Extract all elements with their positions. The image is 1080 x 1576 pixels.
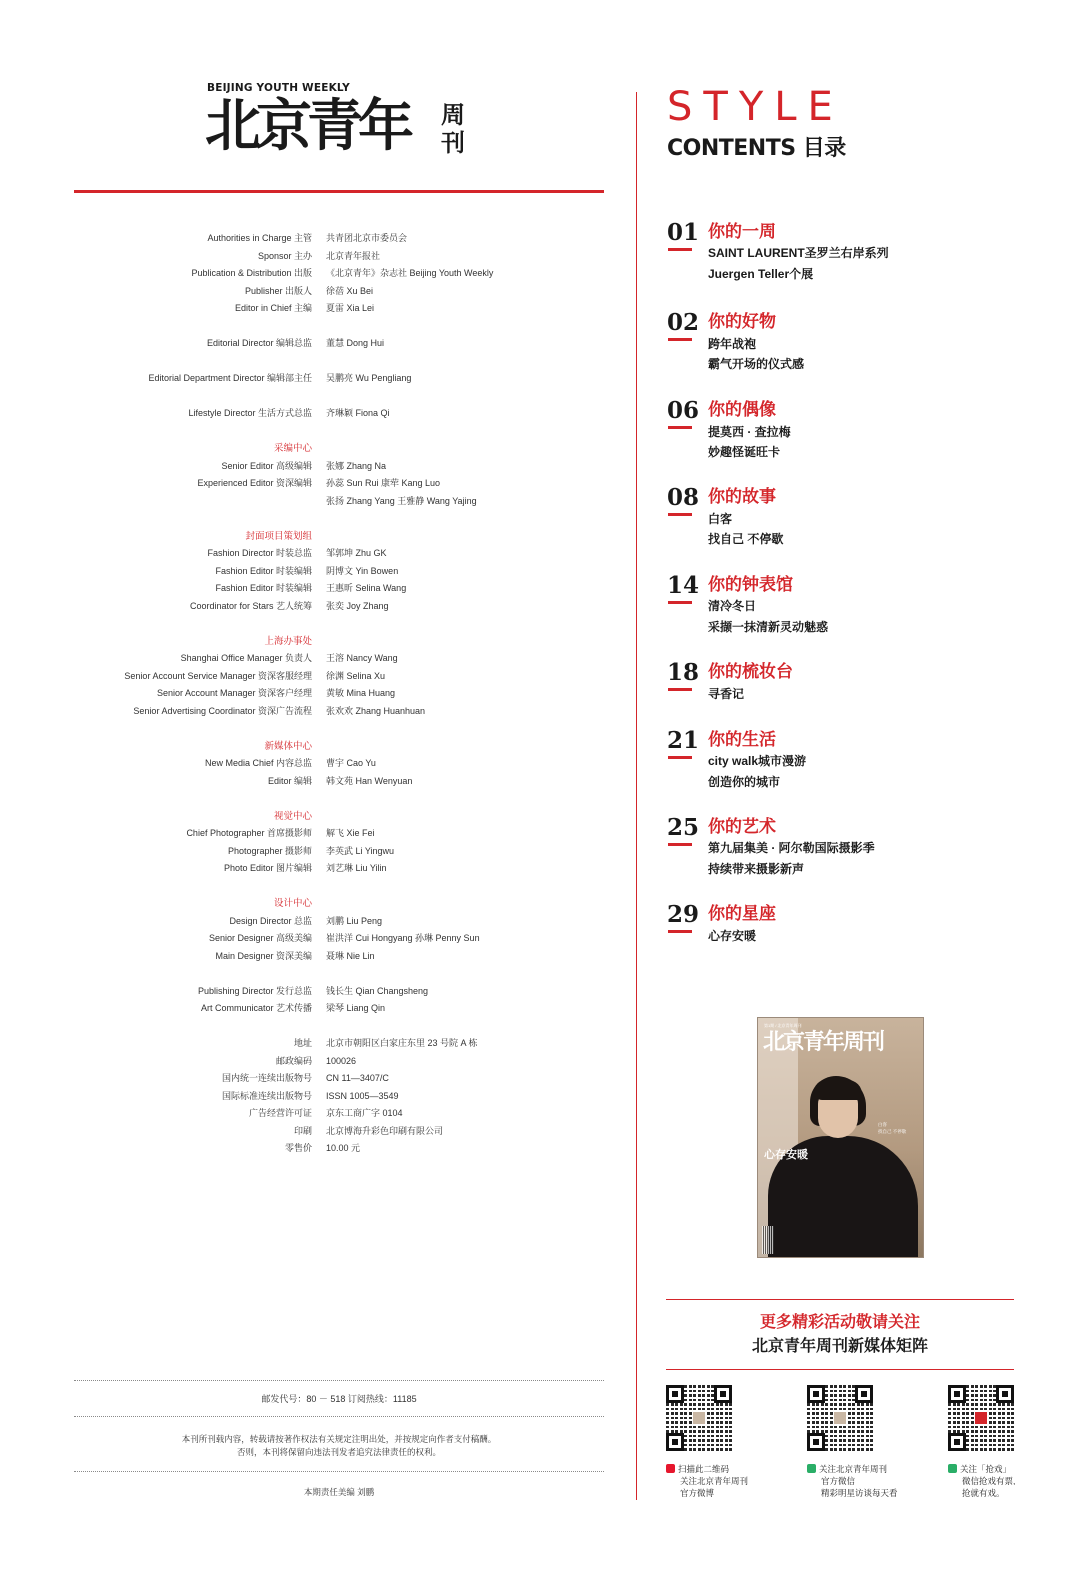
toc-page-number: 01	[667, 219, 700, 246]
qiangxi-qr-code[interactable]	[948, 1385, 1014, 1451]
staff-name: 崔洪洋 Cui Hongyang 孙琳 Penny Sun	[326, 933, 480, 943]
staff-row	[74, 300, 574, 318]
staff-role: Senior Editor 高级编辑	[221, 460, 312, 471]
staff-name: 阴博文 Yin Bowen	[326, 565, 399, 576]
staff-role: Editor in Chief 主编	[234, 303, 312, 313]
staff-name: 梁琴 Liang Qin	[326, 1003, 386, 1013]
info-row	[74, 1123, 574, 1141]
toc-subtitle: 心存安暖	[708, 929, 757, 943]
staff-name: 张欢欢 Zhang Huanhuan	[326, 705, 426, 716]
qr-caption	[948, 1463, 1015, 1499]
staff-row	[74, 930, 574, 948]
info-label: 国际标准连续出版物号	[221, 1090, 312, 1101]
qr-finder	[948, 1433, 966, 1451]
staff-row	[74, 598, 574, 616]
info-label: 零售价	[284, 1143, 312, 1153]
qr-caption-line: 扫描此二维码	[678, 1464, 730, 1474]
staff-role: Shanghai Office Manager 负责人	[180, 653, 312, 663]
staff-row	[74, 475, 574, 493]
toc-number-underline	[668, 756, 692, 759]
wechat-icon	[807, 1464, 816, 1473]
toc-number-underline	[668, 513, 692, 516]
cover-figure-fringe	[814, 1080, 862, 1100]
staff-role: Photographer 摄影师	[227, 845, 312, 856]
toc-subtitle: 创造你的城市	[708, 775, 781, 789]
staff-role: Publisher 出版人	[244, 285, 312, 296]
staff-row	[74, 755, 574, 773]
info-label: 国内统一连续出版物号	[221, 1073, 312, 1083]
staff-row	[74, 493, 574, 511]
staff-role: Senior Account Manager 资深客户经理	[156, 688, 312, 698]
toc-title: 你的钟表馆	[708, 575, 793, 594]
wechat-icon	[948, 1464, 957, 1473]
spacer	[74, 510, 574, 528]
staff-role: Experienced Editor 资深编辑	[197, 478, 312, 488]
staff-name: 《北京青年》杂志社 Beijing Youth Weekly	[326, 268, 494, 278]
toc-number-underline	[668, 843, 692, 846]
toc-subtitle: 找自己 不停歇	[708, 532, 784, 546]
column-divider	[636, 92, 637, 1500]
toc-title: 你的星座	[708, 904, 776, 923]
staff-role: Authorities in Charge 主管	[207, 233, 312, 243]
staff-row	[74, 703, 574, 721]
toc-number-underline	[668, 248, 692, 251]
toc-page-number: 14	[667, 572, 700, 599]
footer-divider	[74, 1380, 604, 1381]
toc-title: 你的好物	[708, 312, 776, 331]
qr-finder	[666, 1433, 684, 1451]
qr-caption	[807, 1463, 898, 1499]
staff-row	[74, 685, 574, 703]
staff-role: Sponsor 主办	[257, 250, 312, 261]
staff-role: Fashion Editor 时装编辑	[215, 565, 312, 576]
toc-title: 你的一周	[708, 222, 776, 241]
staff-role: New Media Chief 内容总监	[204, 758, 312, 768]
staff-role: Editor 编辑	[267, 775, 312, 786]
qr-caption-line: 精彩明星访谈每天看	[821, 1488, 898, 1498]
qr-caption	[666, 1463, 748, 1499]
qr-caption-line: 关注北京青年周刊	[819, 1464, 888, 1474]
staff-name: 张扬 Zhang Yang 王雅静 Wang Yajing	[326, 495, 477, 506]
staff-role: Editorial Director 编辑总监	[206, 338, 312, 348]
toc-page-number: 21	[667, 727, 700, 754]
toc-page-number: 29	[667, 901, 700, 928]
staff-row	[74, 405, 574, 423]
toc-page-number: 25	[667, 814, 700, 841]
toc-page-number: 06	[667, 397, 700, 424]
staff-list	[74, 230, 574, 1158]
masthead-divider	[74, 190, 604, 193]
info-row	[74, 1053, 574, 1071]
section-heading: 新媒体中心	[264, 740, 312, 752]
staff-row	[74, 283, 574, 301]
cover-headline: 心存安暖	[764, 1149, 808, 1161]
cover-side-text	[878, 1121, 906, 1135]
info-value: 北京市朝阳区白家庄东里 23 号院 A 栋	[326, 1038, 478, 1048]
toc-page-number: 08	[667, 484, 700, 511]
staff-row	[74, 668, 574, 686]
toc-number-underline	[668, 688, 692, 691]
section-heading: 封面项目策划组	[245, 530, 312, 542]
follow-headline: 更多精彩活动敬请关注	[759, 1314, 920, 1331]
copyright-line-2: 否则，本刊将保留向违法刊发者追究法律责任的权利。	[236, 1447, 441, 1457]
toc-subtitle: 寻香记	[708, 687, 745, 701]
staff-name: 邹郭坤 Zhu GK	[326, 548, 387, 558]
staff-role: Lifestyle Director 生活方式总监	[188, 408, 312, 418]
cover-side-line: 找自己 不停歇	[878, 1129, 907, 1134]
toc-subtitle: 跨年战袍	[708, 337, 757, 351]
barcode-icon	[762, 1226, 774, 1254]
spacer	[74, 965, 574, 983]
qr-finder	[714, 1385, 732, 1403]
qr-logo-icon	[974, 1411, 988, 1425]
staff-row	[74, 370, 574, 388]
masthead-logo	[205, 82, 475, 162]
toc-number-underline	[668, 930, 692, 933]
staff-row	[74, 1000, 574, 1018]
info-value: 北京博海升彩色印刷有限公司	[326, 1125, 444, 1136]
toc-subtitle: 持续带来摄影新声	[708, 862, 805, 876]
staff-row	[74, 825, 574, 843]
spacer	[74, 615, 574, 633]
staff-row	[74, 563, 574, 581]
staff-row	[74, 773, 574, 791]
info-row	[74, 1140, 574, 1158]
toc-title: 你的艺术	[708, 817, 776, 836]
staff-name: 孙蕊 Sun Rui 康荦 Kang Luo	[326, 478, 441, 488]
spacer	[74, 878, 574, 896]
toc-title: 你的生活	[708, 730, 776, 749]
toc-title: 你的偶像	[708, 400, 776, 419]
staff-name: 王溶 Nancy Wang	[326, 653, 398, 663]
staff-row	[74, 458, 574, 476]
staff-name: 董慧 Dong Hui	[326, 338, 385, 348]
staff-name: 韩文苑 Han Wenyuan	[326, 775, 413, 786]
staff-role: Photo Editor 图片编辑	[223, 863, 312, 873]
section-heading: 视觉中心	[273, 810, 312, 822]
staff-name: 夏雷 Xia Lei	[326, 303, 375, 313]
staff-role: Publication & Distribution 出版	[191, 268, 312, 278]
spacer	[74, 318, 574, 336]
info-value: 100026	[326, 1055, 357, 1066]
magazine-cover-image	[757, 1017, 924, 1258]
info-label: 邮政编码	[275, 1055, 312, 1066]
style-heading: STYLE	[667, 84, 844, 130]
toc-title: 你的梳妆台	[708, 662, 793, 681]
follow-subheadline: 北京青年周刊新媒体矩阵	[751, 1338, 928, 1355]
staff-row	[74, 948, 574, 966]
staff-name: 共青团北京市委员会	[326, 233, 408, 243]
staff-role: Art Communicator 艺术传播	[200, 1003, 312, 1013]
qr-caption-line: 微信抢戏有票,	[962, 1476, 1016, 1486]
spacer	[74, 388, 574, 406]
info-value: 京东工商广字 0104	[326, 1108, 403, 1118]
staff-name: 刘鹏 Liu Peng	[326, 915, 383, 926]
info-label: 地址	[293, 1038, 312, 1048]
staff-role: Senior Account Service Manager 资深客服经理	[124, 670, 312, 681]
info-label: 印刷	[293, 1125, 312, 1136]
staff-name: 解飞 Xie Fei	[326, 828, 375, 838]
staff-row	[74, 650, 574, 668]
staff-row	[74, 265, 574, 283]
cover-side-line: 白客	[878, 1122, 887, 1127]
toc-subtitle: city walk城市漫游	[708, 754, 807, 768]
postal-info: 邮发代号：80 － 518 订阅热线：11185	[261, 1394, 417, 1404]
toc-subtitle: 采撷一抹清新灵动魅惑	[708, 620, 829, 634]
staff-name: 李英武 Li Yingwu	[326, 845, 395, 856]
qr-caption-line: 关注北京青年周刊	[680, 1476, 749, 1486]
spacer	[74, 423, 574, 441]
qr-caption-line: 官方微信	[821, 1476, 856, 1486]
masthead-small-1: 周	[441, 101, 465, 129]
toc-number-underline	[668, 601, 692, 604]
staff-name: 张娜 Zhang Na	[326, 460, 387, 471]
staff-name: 王惠昕 Selina Wang	[326, 583, 407, 593]
toc-number-underline	[668, 426, 692, 429]
info-row	[74, 1105, 574, 1123]
toc-page-number: 18	[667, 659, 700, 686]
section-heading: 上海办事处	[264, 635, 312, 647]
staff-role: Coordinator for Stars 艺人统筹	[189, 600, 312, 611]
spacer	[74, 720, 574, 738]
info-row	[74, 1070, 574, 1088]
staff-row	[74, 335, 574, 353]
footer-divider	[74, 1471, 604, 1472]
staff-role: Publishing Director 发行总监	[197, 985, 312, 996]
staff-role: Senior Designer 高级美编	[208, 933, 312, 943]
weibo-icon	[666, 1464, 675, 1473]
info-value: ISSN 1005—3549	[326, 1090, 399, 1101]
staff-row	[74, 860, 574, 878]
staff-name: 黄敏 Mina Huang	[326, 688, 396, 698]
staff-name: 刘艺琳 Liu Yilin	[326, 863, 387, 873]
staff-role: Fashion Editor 时装编辑	[215, 583, 312, 593]
masthead-small-2: 刊	[441, 129, 465, 157]
qr-finder	[996, 1385, 1014, 1403]
weibo-qr-code[interactable]	[666, 1385, 732, 1451]
toc-title: 你的故事	[708, 487, 776, 506]
section-heading: 设计中心	[273, 898, 312, 909]
info-row	[74, 1035, 574, 1053]
staff-row	[74, 983, 574, 1001]
toc-subtitle: 清冷冬日	[708, 599, 757, 613]
staff-row	[74, 843, 574, 861]
follow-divider	[666, 1369, 1014, 1370]
footer-divider	[74, 1416, 604, 1417]
qr-finder	[855, 1385, 873, 1403]
info-value: 10.00 元	[326, 1143, 361, 1153]
staff-row	[74, 248, 574, 266]
staff-row	[74, 580, 574, 598]
staff-name: 齐琳颖 Fiona Qi	[326, 408, 390, 418]
spacer	[74, 353, 574, 371]
staff-role: Chief Photographer 首席摄影师	[186, 828, 312, 838]
issue-editor: 本期责任美编 刘鹏	[303, 1487, 375, 1497]
contents-title: CONTENTS 目录	[667, 136, 846, 161]
staff-role: Design Director 总监	[229, 915, 312, 926]
staff-name: 北京青年报社	[326, 250, 381, 261]
follow-divider	[666, 1299, 1014, 1300]
staff-name: 张奕 Joy Zhang	[326, 600, 389, 611]
toc-subtitle: 霸气开场的仪式感	[708, 357, 805, 371]
toc-number-underline	[668, 338, 692, 341]
toc-subtitle: SAINT LAURENT圣罗兰右岸系列	[708, 246, 889, 260]
toc-subtitle: 提莫西 · 查拉梅	[708, 425, 791, 439]
section-heading: 采编中心	[273, 443, 312, 454]
info-label: 广告经营许可证	[248, 1108, 312, 1118]
qr-caption-line: 抢就有戏。	[962, 1488, 1005, 1498]
toc-subtitle: 妙趣怪诞旺卡	[708, 445, 781, 459]
staff-role: Fashion Director 时装总监	[207, 548, 312, 558]
staff-name: 聂琳 Nie Lin	[326, 950, 375, 961]
staff-row	[74, 230, 574, 248]
staff-name: 徐渊 Selina Xu	[326, 670, 386, 681]
staff-role: Main Designer 资深美编	[215, 950, 312, 961]
qr-logo-icon	[833, 1411, 847, 1425]
staff-name: 吴鹏亮 Wu Pengliang	[326, 373, 412, 383]
qr-caption-line: 关注「抢戏」	[960, 1464, 1012, 1474]
qr-logo-icon	[692, 1411, 706, 1425]
info-value: CN 11—3407/C	[326, 1073, 389, 1083]
toc-subtitle: Juergen Teller个展	[708, 267, 814, 281]
cover-issue-line: 第1期 / 北京青年周刊	[764, 1023, 802, 1028]
qr-finder	[807, 1433, 825, 1451]
staff-name: 曹宇 Cao Yu	[326, 758, 376, 768]
qr-finder	[948, 1385, 966, 1403]
staff-name: 钱长生 Qian Changsheng	[326, 985, 429, 996]
staff-role: Senior Advertising Coordinator 资深广告流程	[133, 705, 312, 716]
spacer	[74, 1018, 574, 1036]
toc-subtitle: 白客	[708, 512, 733, 526]
staff-row	[74, 545, 574, 563]
qr-finder	[807, 1385, 825, 1403]
toc-subtitle: 第九届集美 · 阿尔勒国际摄影季	[708, 841, 875, 855]
staff-role: Editorial Department Director 编辑部主任	[148, 373, 312, 383]
qr-caption-line: 官方微博	[680, 1488, 715, 1498]
cover-masthead: 北京青年周刊	[763, 1030, 884, 1055]
copyright-line-1: 本刊所刊载内容，转载请按著作权法有关规定注明出处，并按规定向作者支付稿酬。	[181, 1434, 497, 1444]
staff-name: 徐蓓 Xu Bei	[326, 285, 374, 296]
qr-finder	[666, 1385, 684, 1403]
masthead-chinese: 北京青年	[205, 94, 409, 159]
spacer	[74, 790, 574, 808]
info-row	[74, 1088, 574, 1106]
staff-row	[74, 913, 574, 931]
toc-page-number: 02	[667, 309, 700, 336]
wechat-qr-code[interactable]	[807, 1385, 873, 1451]
masthead-english: BEIJING YOUTH WEEKLY	[207, 82, 350, 94]
